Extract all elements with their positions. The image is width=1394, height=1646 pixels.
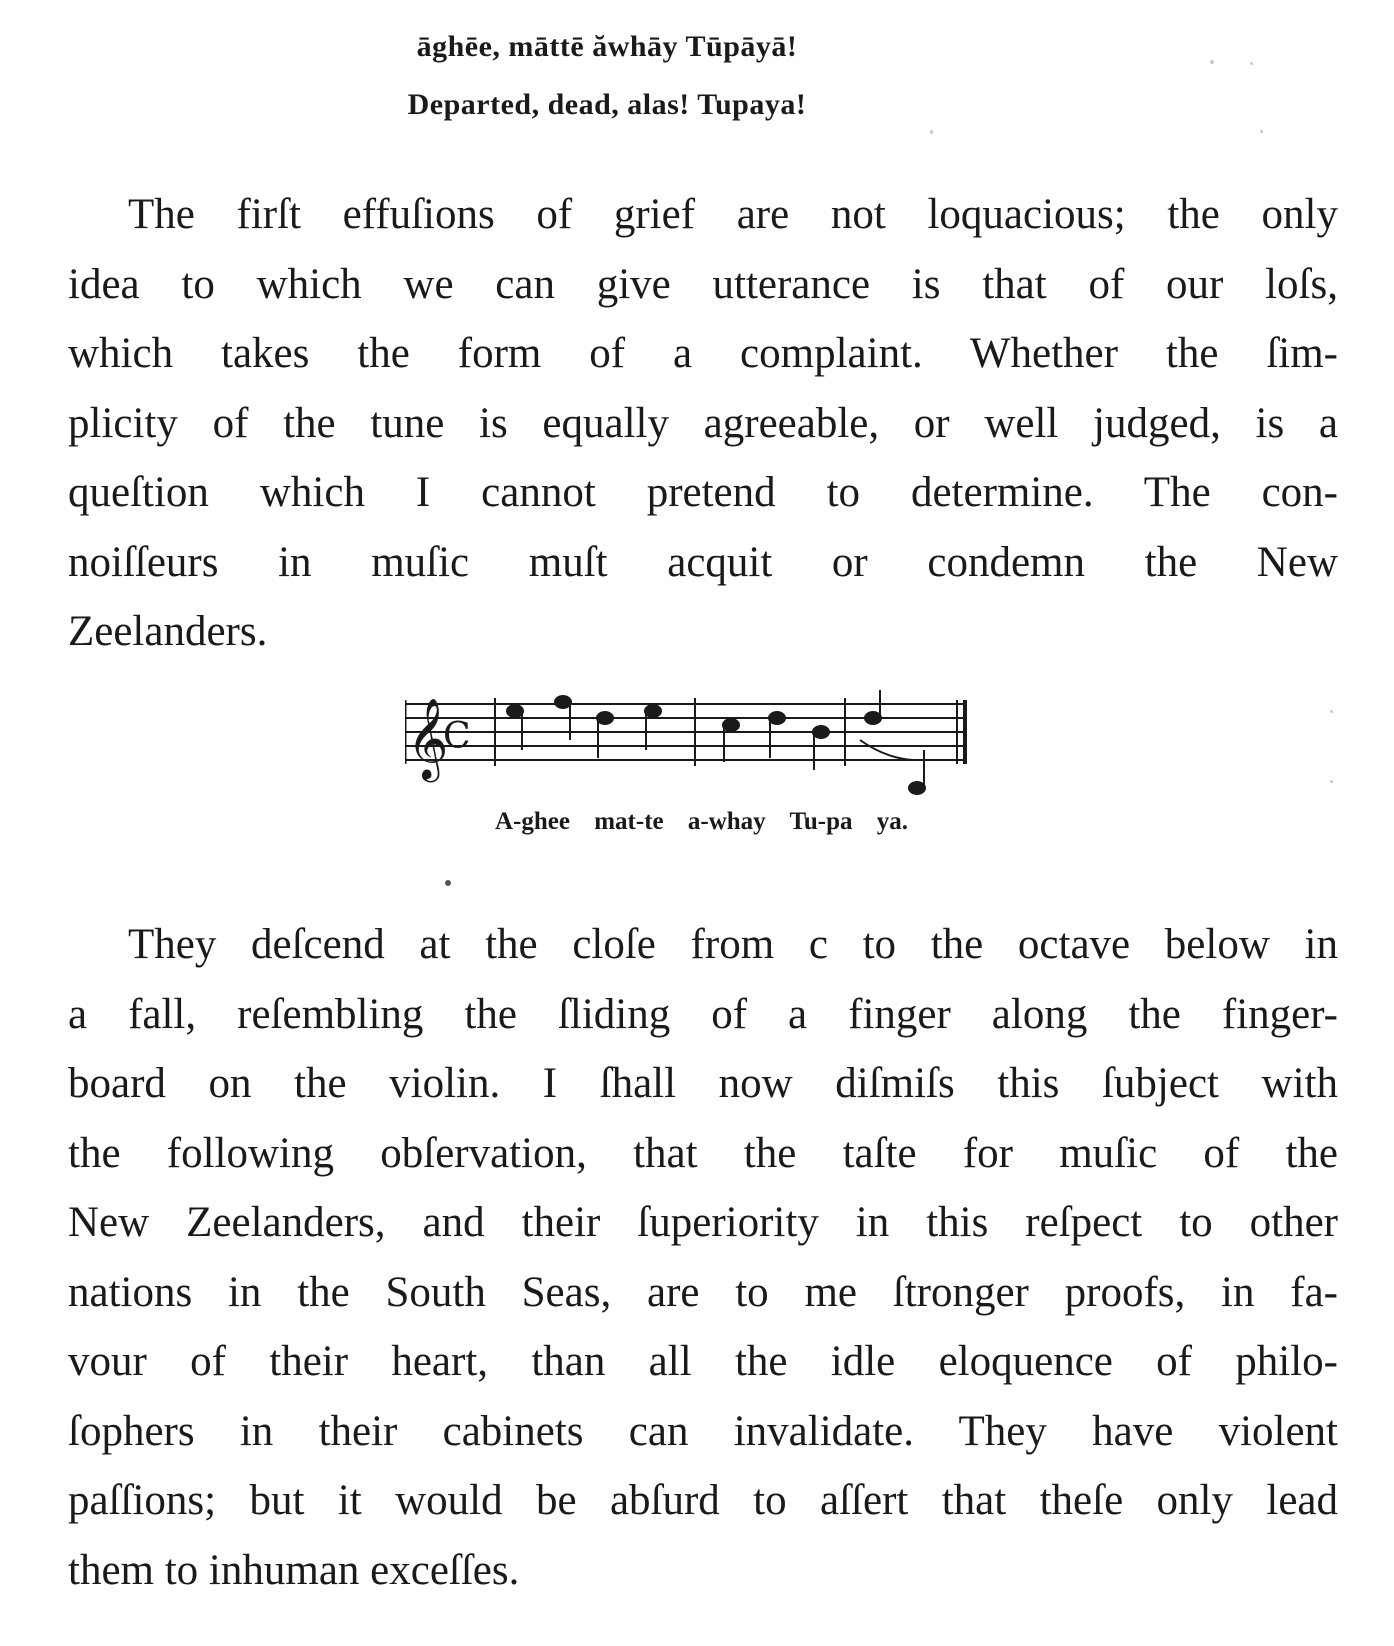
common-time-icon: C <box>443 716 471 757</box>
song-verse-translation: Departed, dead, alas! Tupaya! <box>407 88 807 121</box>
music-lyrics-caption: A-ghee mat-te a-whay Tu-pa ya. <box>495 808 908 835</box>
text-line: plicity of the tune is equally agreeable, or well judged, is a <box>68 399 1338 447</box>
text-line: noiſſeurs in muſic muſt acquit or condemn the New <box>68 538 1338 586</box>
text-line: The firſt effuſions of grief are not loquacious; the only <box>128 191 1338 238</box>
text-line: a fall, reſembling the ſliding of a finger along the finger- <box>68 990 1338 1038</box>
text-line: the following obſervation, that the taſte for muſic of the <box>68 1129 1338 1177</box>
music-notation-figure <box>405 690 1005 800</box>
text-line: nations in the South Seas, are to me ſtronger proofs, in fa- <box>68 1268 1338 1316</box>
text-line: queſtion which I cannot pretend to determine. The con- <box>68 469 1338 516</box>
treble-clef-icon: 𝄞 <box>407 697 449 779</box>
print-speck <box>1250 62 1253 65</box>
text-line: ſophers in their cabinets can invalidate. They have violent <box>68 1407 1338 1455</box>
print-speck <box>930 130 933 134</box>
print-speck <box>1330 710 1333 713</box>
paragraph-grief <box>68 180 1338 667</box>
paragraph-music <box>68 910 1338 1605</box>
text-line: which takes the form of a complaint. Whether the ſim- <box>68 330 1338 377</box>
print-speck <box>445 880 451 886</box>
text-line: New Zeelanders, and their ſuperiority in this reſpect to other <box>68 1199 1338 1246</box>
text-line: idea to which we can give utterance is that of our loſs, <box>68 260 1338 308</box>
text-line: vour of their heart, than all the idle eloquence of philo- <box>68 1338 1338 1385</box>
text-line: them to inhuman exceſſes. <box>68 1546 520 1594</box>
text-line: Zeelanders. <box>68 608 268 655</box>
print-speck <box>1330 780 1333 783</box>
text-line: They deſcend at the cloſe from c to the octave below in <box>128 921 1338 968</box>
print-speck <box>1260 130 1263 133</box>
text-line: board on the violin. I ſhall now diſmiſs this ſubject with <box>68 1060 1338 1107</box>
song-verse-original: āghēe, māttē ăwhāy Tūpāyā! <box>416 30 798 63</box>
print-speck <box>1210 60 1214 64</box>
text-line: paſſions; but it would be abſurd to aſſert that theſe only lead <box>68 1477 1338 1524</box>
